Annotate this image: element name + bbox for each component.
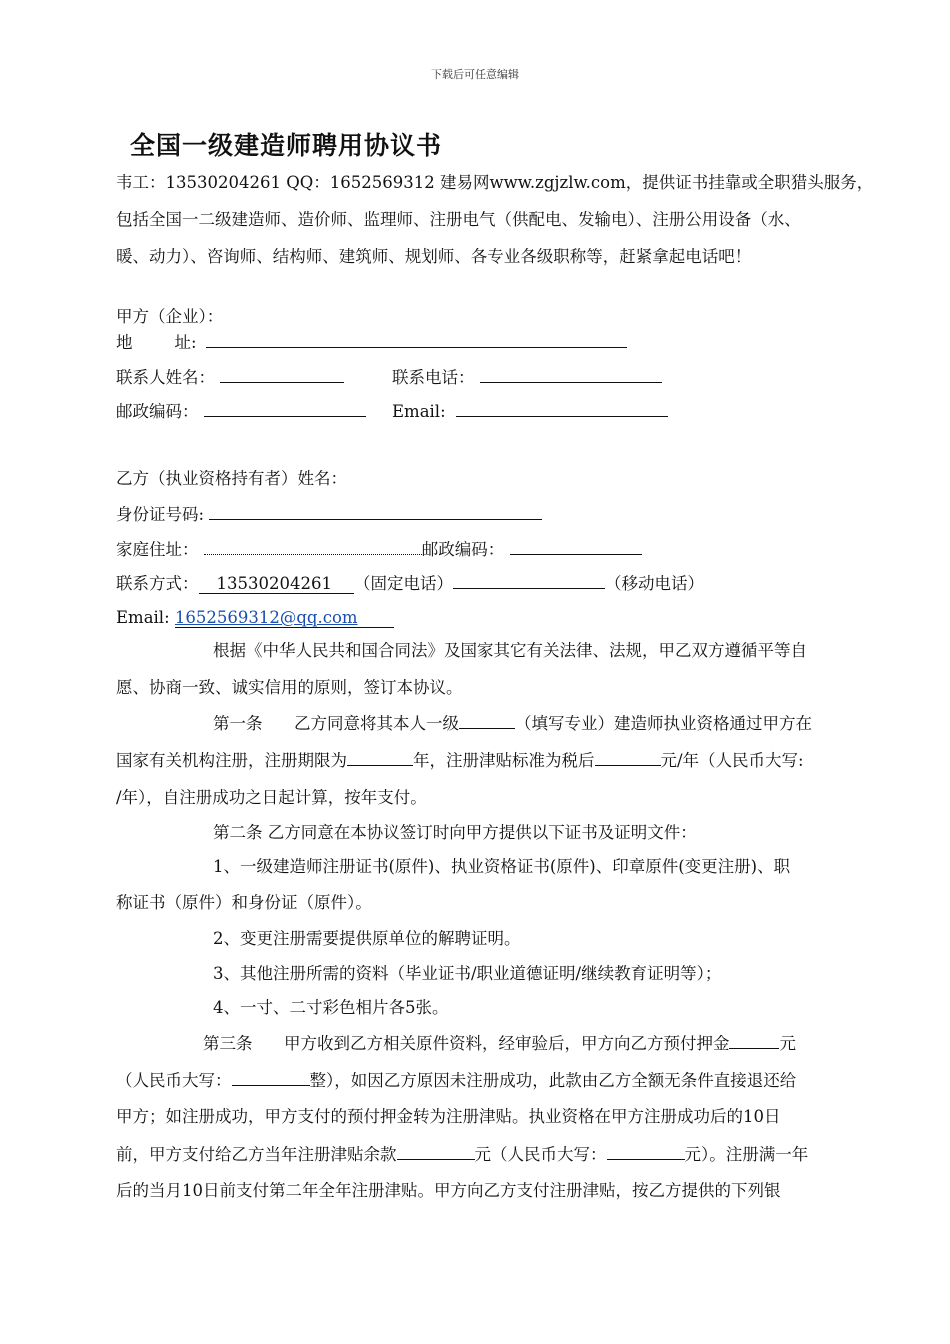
article-3-text-d: 前，甲方支付给乙方当年注册津贴余款: [116, 1145, 397, 1164]
article-3-text-d3: 元）。注册满一年: [684, 1145, 809, 1164]
deposit-amount-field[interactable]: [729, 1032, 779, 1049]
home-postcode-label: 邮政编码：: [421, 540, 505, 559]
intro-line-2: 愿、协商一致、诚实信用的原则，签订本协议。: [116, 678, 463, 697]
article-3-text-b2: 整），如因乙方原因未注册成功，此款由乙方全额无条件直接退还给: [309, 1071, 797, 1090]
article-3-text-a: 第三条 甲方收到乙方相关原件资料，经审验后，甲方向乙方预付押金: [203, 1034, 730, 1053]
article-1-line-2: [116, 749, 804, 772]
party-b-contact-row: [116, 572, 704, 595]
allowance-field[interactable]: [595, 749, 661, 766]
article-3-text-b: （人民币大写：: [116, 1071, 232, 1090]
contact-method-label: 联系方式：: [116, 574, 199, 593]
postcode-label: 邮政编码：: [116, 402, 199, 421]
ad-line-3: 暖、动力）、咨询师、结构师、建筑师、规划师、各专业各级职称等，赶紧拿起电话吧！: [116, 247, 752, 266]
party-a-heading: 甲方（企业）：: [116, 307, 224, 326]
email-field[interactable]: [456, 400, 668, 417]
party-b-id-row: [116, 503, 542, 526]
mobile-phone-field[interactable]: [453, 572, 605, 589]
ad-line-1: 韦工：13530204261 QQ：1652569312 建易网www.zgjzlw.com，提供证书挂靠或全职猎头服务，: [116, 173, 874, 192]
contact-name-field[interactable]: [220, 366, 344, 383]
article-1-text-e: 元/年（人民币大写:: [660, 751, 804, 770]
balance-capital-field[interactable]: [607, 1143, 685, 1160]
party-a-email-row: [392, 400, 668, 423]
address-label: 地 址:: [116, 333, 197, 352]
article-2-heading: 第二条 乙方同意在本协议签订时向甲方提供以下证书及证明文件：: [213, 823, 697, 842]
article-2-item-1-b: 称证书（原件）和身份证（原件）。: [116, 893, 372, 912]
article-1-text-c: 国家有关机构注册，注册期限为: [116, 751, 347, 770]
article-3-line-2: [116, 1069, 796, 1092]
article-3-line-4: [116, 1143, 808, 1166]
party-b-home-row: [116, 538, 642, 561]
header-note: 下载后可任意编辑: [431, 68, 519, 81]
ad-line-2: 包括全国一二级建造师、造价师、监理师、注册电气（供配电、发输电）、注册公用设备（水、: [116, 210, 801, 229]
article-2-item-3: 3、其他注册所需的资料（毕业证书/职业道德证明/继续教育证明等）；: [213, 964, 722, 983]
article-3-line-1: [203, 1032, 796, 1055]
article-3-text-d2: 元（人民币大写：: [474, 1145, 607, 1164]
intro-line-1: 根据《中华人民共和国合同法》及国家其它有关法律、法规，甲乙双方遵循平等自: [213, 641, 807, 660]
article-2-item-4: 4、一寸、二寸彩色相片各5张。: [213, 998, 449, 1017]
article-2-item-2: 2、变更注册需要提供原单位的解聘证明。: [213, 929, 521, 948]
party-a-contact-row: [116, 366, 344, 389]
email-label: Email:: [392, 402, 451, 421]
party-a-postcode-row: [116, 400, 366, 423]
balance-amount-field[interactable]: [397, 1143, 475, 1160]
article-3-line-3: 甲方；如注册成功，甲方支付的预付押金转为注册津贴。执业资格在甲方注册成功后的10日: [116, 1107, 781, 1126]
party-a-address-row: [116, 331, 627, 354]
article-3-text-a2: 元: [779, 1034, 796, 1053]
deposit-capital-field[interactable]: [232, 1069, 310, 1086]
article-3-line-5: 后的当月10日前支付第二年全年注册津贴。甲方向乙方支付注册津贴，按乙方提供的下列银: [116, 1181, 781, 1200]
term-years-field[interactable]: [347, 749, 413, 766]
article-1-text-d: 年，注册津贴标准为税后: [413, 751, 595, 770]
home-address-label: 家庭住址：: [116, 540, 199, 559]
article-2-item-1-a: 1、一级建造师注册证书(原件)、执业资格证书(原件)、印章原件(变更注册)、职: [213, 857, 791, 876]
article-1-text-b: （填写专业）建造师执业资格通过甲方在: [514, 714, 812, 733]
party-b-email-link[interactable]: 1652569312@qq.com: [174, 608, 358, 627]
id-number-field[interactable]: [209, 503, 542, 520]
document-title: 全国一级建造师聘用协议书: [130, 131, 443, 160]
party-a-phone-row: [392, 366, 662, 389]
home-address-field[interactable]: [204, 538, 422, 555]
home-postcode-field[interactable]: [510, 538, 642, 555]
contact-phone-field[interactable]: [480, 366, 662, 383]
id-number-label: 身份证号码:: [116, 505, 205, 524]
party-b-email-label: Email:: [116, 608, 175, 627]
party-b-email-row: [116, 607, 394, 629]
article-1-line-3: /年），自注册成功之日起计算，按年支付。: [116, 788, 427, 807]
party-b-heading: 乙方（执业资格持有者）姓名：: [116, 469, 347, 488]
fixed-phone-value[interactable]: 13530204261: [199, 574, 354, 594]
contact-name-label: 联系人姓名：: [116, 368, 215, 387]
specialty-field[interactable]: [459, 712, 515, 729]
postcode-field[interactable]: [204, 400, 366, 417]
article-1-line-1: [213, 712, 812, 735]
article-1-text-a: 第一条 乙方同意将其本人一级: [213, 714, 459, 733]
mobile-phone-label: （移动电话）: [604, 574, 704, 593]
fixed-phone-label: （固定电话）: [353, 574, 453, 593]
contact-phone-label: 联系电话：: [392, 368, 475, 387]
address-field[interactable]: [206, 331, 627, 348]
